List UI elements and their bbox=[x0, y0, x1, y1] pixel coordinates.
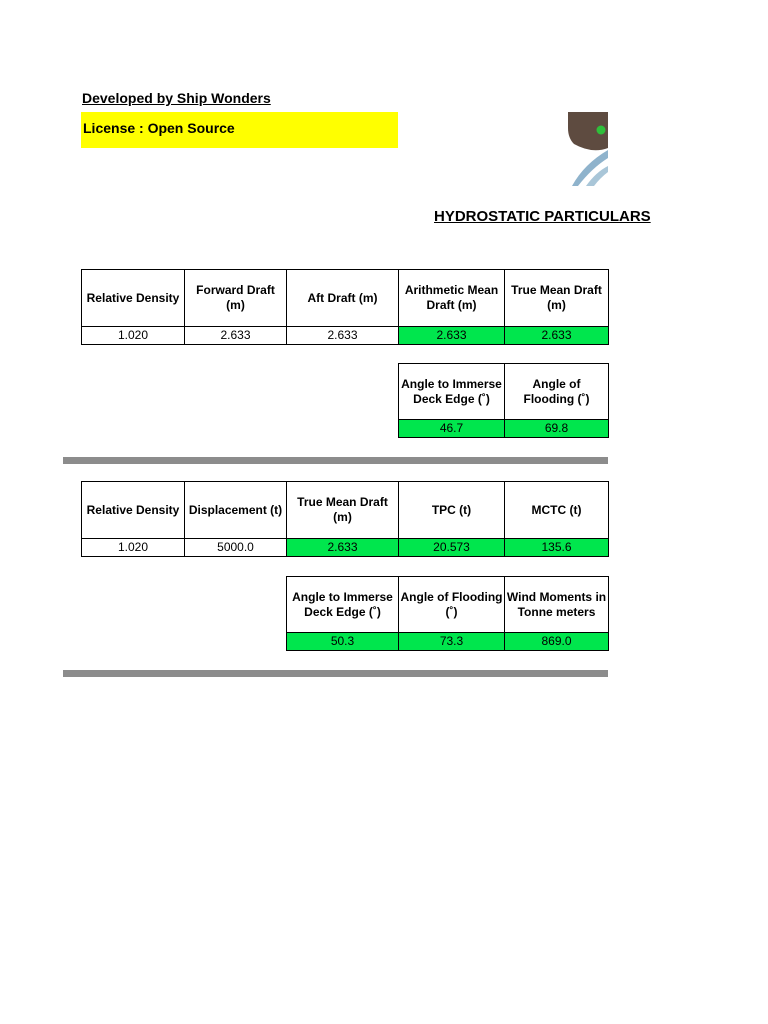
header-angle-of-flooding: Angle of Flooding (˚) bbox=[399, 577, 505, 633]
header-angle-immerse-deck-edge: Angle to Immerse Deck Edge (˚) bbox=[287, 577, 399, 633]
header-arithmetic-mean-draft: Arithmetic Mean Draft (m) bbox=[399, 270, 505, 327]
header-forward-draft: Forward Draft (m) bbox=[185, 270, 287, 327]
aft-draft-cell[interactable]: 2.633 bbox=[287, 327, 399, 345]
angle-immerse-deck-edge-result: 50.3 bbox=[287, 633, 399, 651]
stability-angles-table-1 bbox=[398, 363, 609, 438]
header-angle-of-flooding: Angle of Flooding (˚) bbox=[505, 364, 609, 420]
header-wind-moments: Wind Moments in Tonne meters bbox=[505, 577, 609, 633]
header-displacement: Displacement (t) bbox=[185, 482, 287, 539]
ship-wonders-logo-icon bbox=[562, 108, 608, 188]
license-banner: License : Open Source bbox=[81, 112, 398, 148]
header-tpc: TPC (t) bbox=[399, 482, 505, 539]
displacement-input-table bbox=[81, 481, 609, 557]
draft-input-table bbox=[81, 269, 609, 345]
angle-of-flooding-result: 69.8 bbox=[505, 420, 609, 438]
header-true-mean-draft: True Mean Draft (m) bbox=[505, 270, 609, 327]
tpc-result: 20.573 bbox=[399, 539, 505, 557]
section-divider bbox=[63, 457, 608, 464]
header-true-mean-draft: True Mean Draft (m) bbox=[287, 482, 399, 539]
section-divider bbox=[63, 670, 608, 677]
stability-angles-table-2 bbox=[286, 576, 609, 651]
page-title: HYDROSTATIC PARTICULARS bbox=[434, 208, 651, 225]
header-mctc: MCTC (t) bbox=[505, 482, 609, 539]
displacement-cell[interactable]: 5000.0 bbox=[185, 539, 287, 557]
true-mean-draft-result: 2.633 bbox=[505, 327, 609, 345]
developer-credit: Developed by Ship Wonders bbox=[82, 90, 271, 106]
relative-density-cell[interactable]: 1.020 bbox=[82, 539, 185, 557]
arithmetic-mean-draft-result: 2.633 bbox=[399, 327, 505, 345]
wind-moments-result: 869.0 bbox=[505, 633, 609, 651]
true-mean-draft-result: 2.633 bbox=[287, 539, 399, 557]
forward-draft-cell[interactable]: 2.633 bbox=[185, 327, 287, 345]
angle-of-flooding-result: 73.3 bbox=[399, 633, 505, 651]
header-angle-immerse-deck-edge: Angle to Immerse Deck Edge (˚) bbox=[399, 364, 505, 420]
header-aft-draft: Aft Draft (m) bbox=[287, 270, 399, 327]
angle-immerse-deck-edge-result: 46.7 bbox=[399, 420, 505, 438]
relative-density-cell[interactable]: 1.020 bbox=[82, 327, 185, 345]
header-relative-density: Relative Density bbox=[82, 270, 185, 327]
mctc-result: 135.6 bbox=[505, 539, 609, 557]
header-relative-density: Relative Density bbox=[82, 482, 185, 539]
